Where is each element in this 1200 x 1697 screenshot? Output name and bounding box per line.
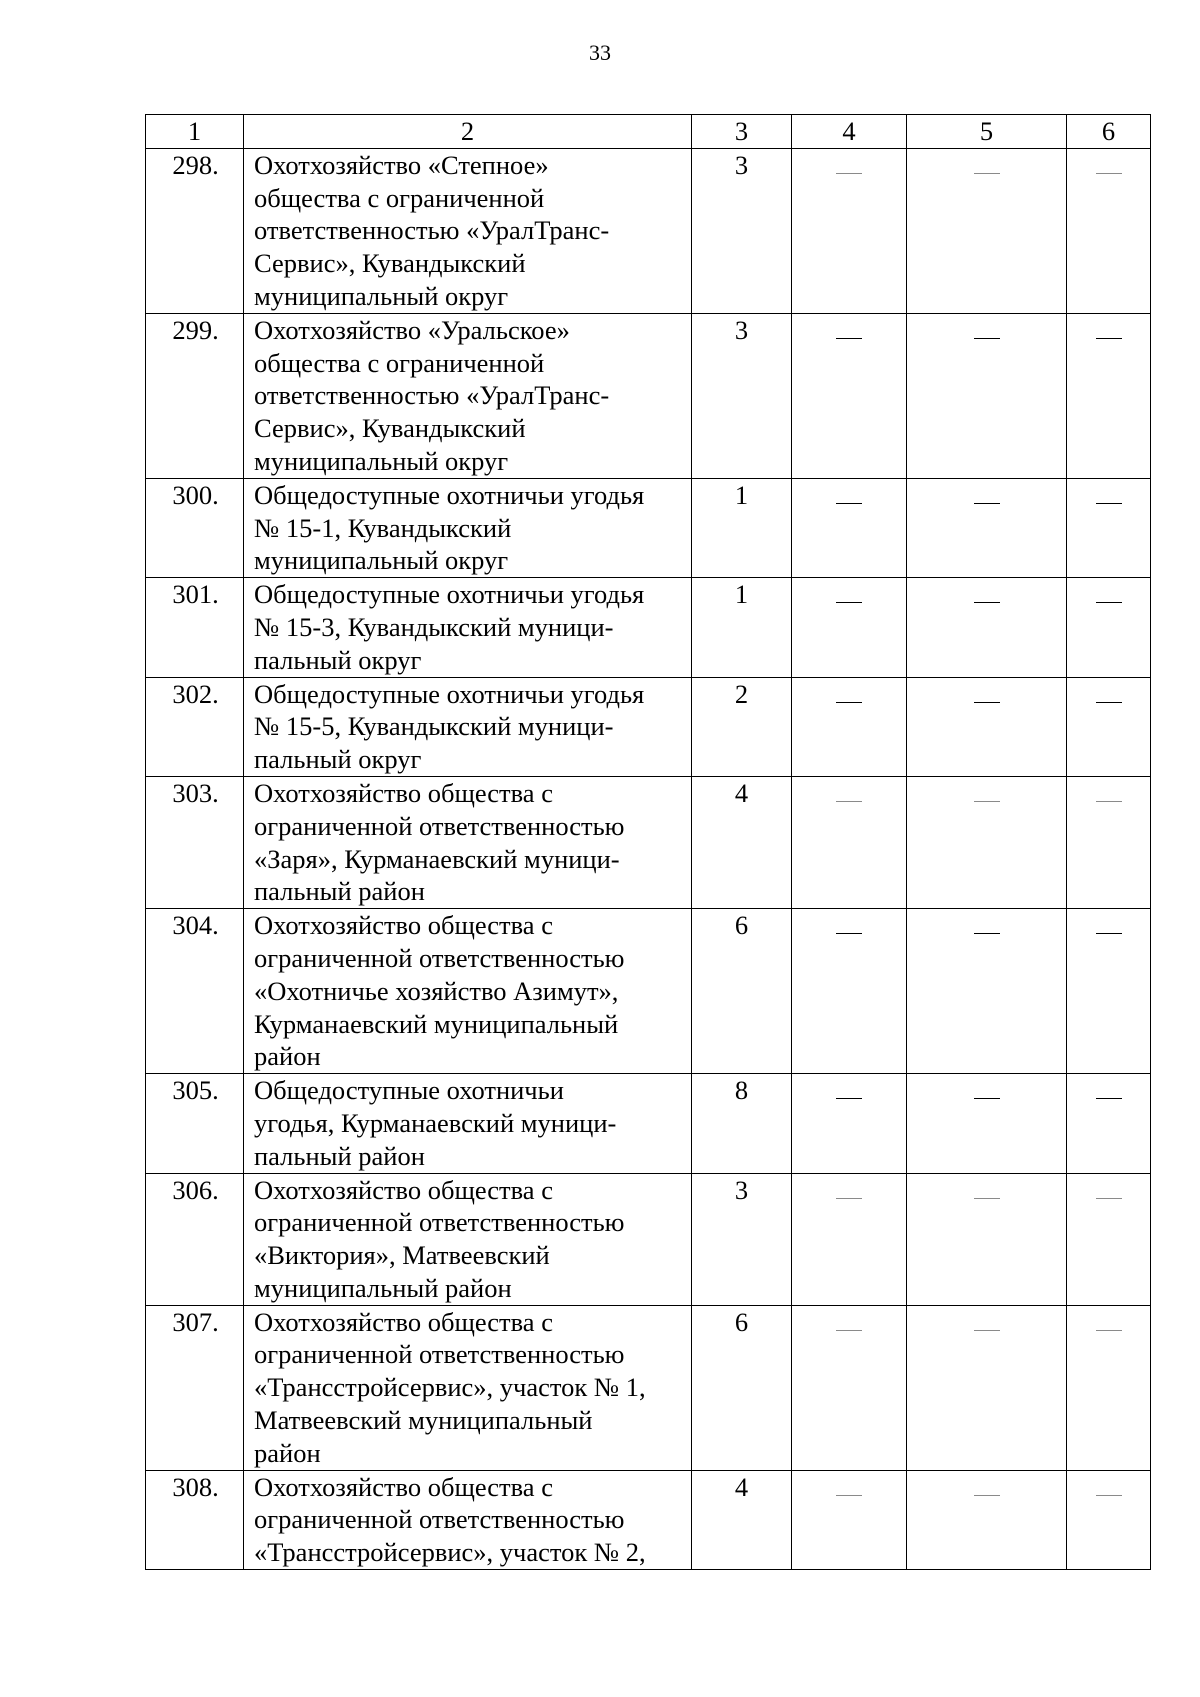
row-value: 3: [692, 148, 792, 313]
row-value: 2: [692, 677, 792, 776]
row-value: 6: [692, 1305, 792, 1470]
row-number: 308.: [146, 1470, 244, 1569]
dash-mark: [836, 933, 862, 934]
row-name: Охотхозяйство «Степное» общества с ограниченной ответственностью «УралТранс- Сервис», Кувандыкский муниципальный округ: [254, 149, 610, 311]
row-name: Охотхозяйство общества с ограниченной ответственностью «Охотничье хозяйство Азимут», Курманаевский муниципальный район: [254, 910, 625, 1072]
row-col-6: [1067, 677, 1151, 776]
row-col-5: [907, 1470, 1067, 1569]
row-name: Охотхозяйство общества с ограниченной ответственностью «Заря», Курманаевский муници- пальный район: [254, 777, 625, 907]
row-value: 1: [692, 578, 792, 677]
row-col-5: [907, 478, 1067, 577]
table-row: [146, 776, 1151, 908]
row-col-5: [907, 1305, 1067, 1470]
row-col-5: [907, 578, 1067, 677]
row-value: 8: [692, 1074, 792, 1173]
row-name-cell: [244, 677, 692, 776]
row-col-6: [1067, 313, 1151, 478]
dash-mark: [836, 173, 862, 174]
dash-mark: [1096, 1495, 1122, 1496]
row-number: 304.: [146, 909, 244, 1074]
row-col-6: [1067, 909, 1151, 1074]
row-value: 6: [692, 909, 792, 1074]
row-value: 1: [692, 478, 792, 577]
row-col-6: [1067, 148, 1151, 313]
row-col-5: [907, 148, 1067, 313]
dash-mark: [974, 1098, 1000, 1099]
header-cell-6: 6: [1067, 115, 1151, 149]
dash-mark: [1096, 801, 1122, 802]
row-name-cell: [244, 1074, 692, 1173]
table-row: [146, 677, 1151, 776]
dash-mark: [836, 1495, 862, 1496]
table-row: [146, 1305, 1151, 1470]
dash-mark: [1096, 1330, 1122, 1331]
table-row: [146, 478, 1151, 577]
header-cell-5: 5: [907, 115, 1067, 149]
row-name-cell: [244, 478, 692, 577]
row-name: Охотхозяйство общества с ограниченной ответственностью «Трансстройсервис», участок № 2,: [254, 1471, 646, 1568]
dash-mark: [974, 933, 1000, 934]
row-col-4: [792, 677, 907, 776]
row-col-6: [1067, 1305, 1151, 1470]
dash-mark: [1096, 338, 1122, 339]
row-value: 4: [692, 1470, 792, 1569]
header-cell-1: 1: [146, 115, 244, 149]
row-number: 300.: [146, 478, 244, 577]
row-name-cell: [244, 578, 692, 677]
row-col-4: [792, 1470, 907, 1569]
row-value: 3: [692, 1173, 792, 1305]
row-col-5: [907, 1173, 1067, 1305]
row-name-cell: [244, 909, 692, 1074]
dash-mark: [1096, 933, 1122, 934]
dash-mark: [836, 338, 862, 339]
dash-mark: [1096, 1098, 1122, 1099]
row-col-4: [792, 578, 907, 677]
row-name-cell: [244, 148, 692, 313]
row-name: Общедоступные охотничьи угодья, Курманаевский муници- пальный район: [254, 1075, 617, 1171]
row-col-5: [907, 909, 1067, 1074]
row-name: Охотхозяйство общества с ограниченной ответственностью «Виктория», Матвеевский муниципальный район: [254, 1174, 625, 1303]
table-row: [146, 1173, 1151, 1305]
row-name: Общедоступные охотничьи угодья № 15-3, Кувандыкский муници- пальный округ: [254, 579, 645, 675]
row-col-5: [907, 1074, 1067, 1173]
dash-mark: [974, 1330, 1000, 1331]
row-name: Охотхозяйство общества с ограниченной ответственностью «Трансстройсервис», участок № 1, Матвеевский муниципальный район: [254, 1306, 646, 1468]
table-header-row: [146, 115, 1151, 149]
dash-mark: [1096, 702, 1122, 703]
dash-mark: [974, 173, 1000, 174]
dash-mark: [836, 801, 862, 802]
row-number: 302.: [146, 677, 244, 776]
table-row: [146, 148, 1151, 313]
row-number: 301.: [146, 578, 244, 677]
table-row: [146, 313, 1151, 478]
dash-mark: [974, 702, 1000, 703]
row-value: 4: [692, 776, 792, 908]
dash-mark: [836, 602, 862, 603]
dash-mark: [1096, 173, 1122, 174]
row-name: Общедоступные охотничьи угодья № 15-1, Кувандыкский муниципальный округ: [254, 479, 645, 576]
row-name: Охотхозяйство «Уральское» общества с ограниченной ответственностью «УралТранс- Сервис», Кувандыкский муниципальный округ: [254, 314, 610, 476]
row-col-6: [1067, 578, 1151, 677]
dash-mark: [1096, 602, 1122, 603]
dash-mark: [836, 1098, 862, 1099]
row-number: 307.: [146, 1305, 244, 1470]
row-col-5: [907, 677, 1067, 776]
row-name-cell: [244, 1173, 692, 1305]
table-row: [146, 1074, 1151, 1173]
row-col-4: [792, 776, 907, 908]
row-col-6: [1067, 776, 1151, 908]
table-row: [146, 578, 1151, 677]
row-col-4: [792, 1305, 907, 1470]
header-cell-2: 2: [244, 115, 692, 149]
dash-mark: [974, 503, 1000, 504]
row-number: 299.: [146, 313, 244, 478]
row-number: 306.: [146, 1173, 244, 1305]
row-number: 303.: [146, 776, 244, 908]
header-cell-4: 4: [792, 115, 907, 149]
row-col-6: [1067, 478, 1151, 577]
row-col-6: [1067, 1173, 1151, 1305]
row-name: Общедоступные охотничьи угодья № 15-5, Кувандыкский муници- пальный округ: [254, 678, 645, 775]
page-number: 33: [589, 40, 611, 65]
dash-mark: [974, 1198, 1000, 1199]
row-col-4: [792, 1173, 907, 1305]
row-value: 3: [692, 313, 792, 478]
table-row: [146, 909, 1151, 1074]
dash-mark: [974, 1495, 1000, 1496]
dash-mark: [836, 503, 862, 504]
row-name-cell: [244, 1305, 692, 1470]
dash-mark: [1096, 503, 1122, 504]
header-cell-3: 3: [692, 115, 792, 149]
row-name-cell: [244, 1470, 692, 1569]
row-name-cell: [244, 313, 692, 478]
hunting-grounds-table: [145, 114, 1151, 1570]
table-row: [146, 1470, 1151, 1569]
row-col-4: [792, 909, 907, 1074]
row-col-4: [792, 148, 907, 313]
row-col-4: [792, 313, 907, 478]
dash-mark: [836, 1330, 862, 1331]
row-name-cell: [244, 776, 692, 908]
row-col-5: [907, 776, 1067, 908]
row-col-4: [792, 478, 907, 577]
dash-mark: [836, 702, 862, 703]
row-col-6: [1067, 1470, 1151, 1569]
dash-mark: [836, 1198, 862, 1199]
row-number: 298.: [146, 148, 244, 313]
row-col-5: [907, 313, 1067, 478]
dash-mark: [1096, 1198, 1122, 1199]
dash-mark: [974, 602, 1000, 603]
dash-mark: [974, 338, 1000, 339]
row-number: 305.: [146, 1074, 244, 1173]
row-col-4: [792, 1074, 907, 1173]
dash-mark: [974, 801, 1000, 802]
row-col-6: [1067, 1074, 1151, 1173]
